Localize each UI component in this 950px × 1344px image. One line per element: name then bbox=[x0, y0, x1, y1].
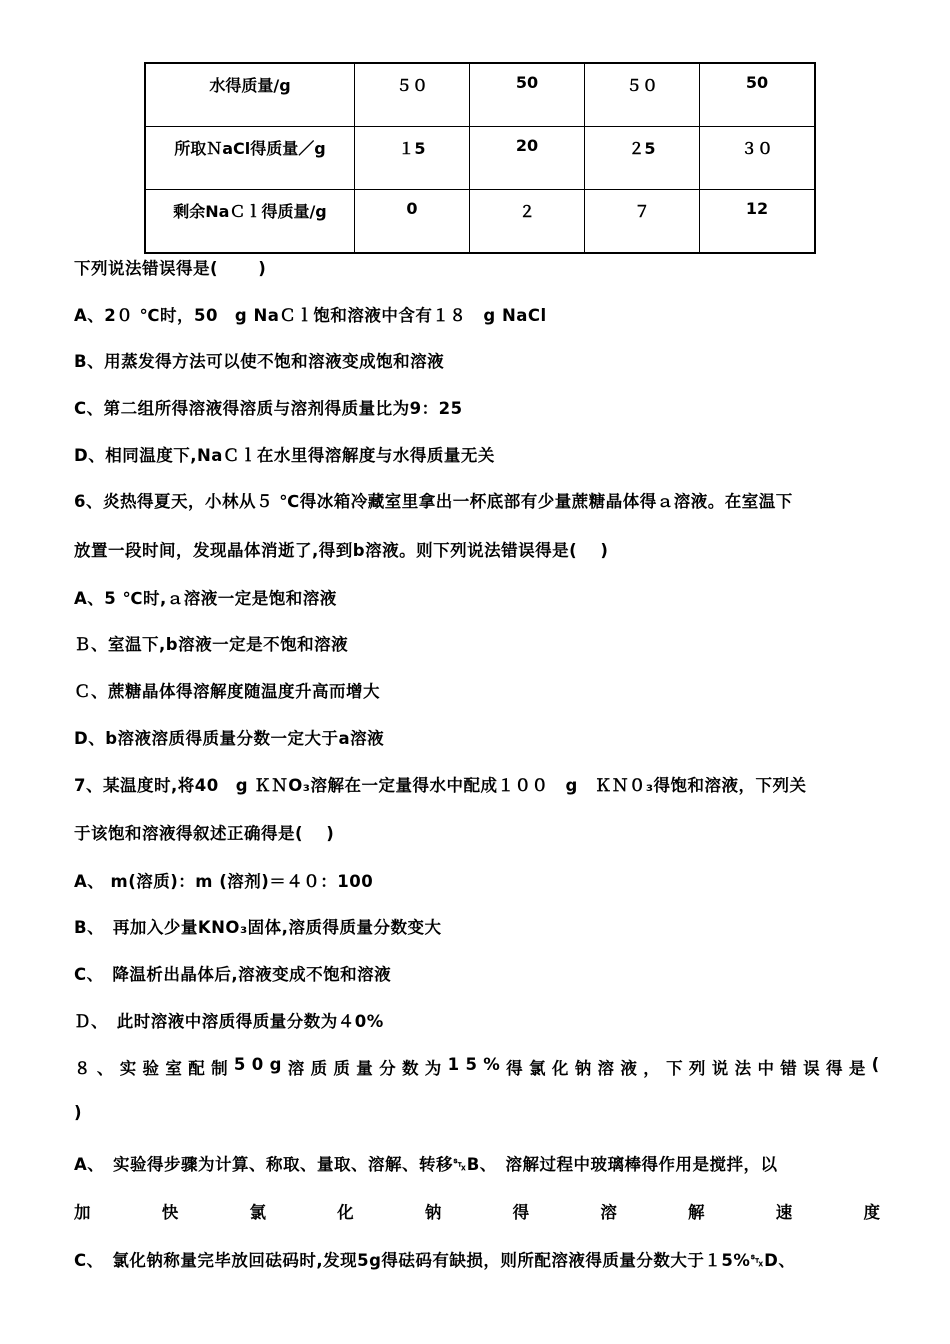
table-cell: ２5 bbox=[585, 127, 700, 190]
row-label: 剩余NaＣｌ得质量/g bbox=[145, 190, 355, 254]
table-row bbox=[145, 190, 815, 254]
char: 列 bbox=[688, 1059, 706, 1078]
table-cell: 12 bbox=[700, 190, 816, 254]
char: 下 bbox=[666, 1059, 684, 1078]
char: 1 bbox=[447, 1055, 460, 1074]
char: 分 bbox=[379, 1059, 397, 1078]
option-a: A、5 ℃时,ａ溶液一定是饱和溶液 bbox=[74, 589, 337, 608]
option-c-d: C、 氯化钠称量完毕放回砝码时,发现5g得砝码有缺损，则所配溶液得质量分数大于１5%␂D、 bbox=[74, 1251, 796, 1270]
char: ８ bbox=[74, 1059, 91, 1078]
char: 量 bbox=[356, 1059, 374, 1078]
option-d: D、b溶液溶质得质量分数一定大于a溶液 bbox=[74, 729, 385, 748]
char: 是 bbox=[848, 1059, 866, 1078]
char: 错 bbox=[780, 1059, 798, 1078]
table-cell: 50 bbox=[700, 63, 816, 127]
char: 质 bbox=[333, 1059, 351, 1078]
option-d: D、相同温度下,NaＣｌ在水里得溶解度与水得质量无关 bbox=[74, 446, 495, 465]
table-cell: １5 bbox=[355, 127, 470, 190]
char: 钠 bbox=[574, 1059, 592, 1078]
char: 说 bbox=[711, 1059, 729, 1078]
char: ， bbox=[643, 1059, 661, 1078]
char: ( bbox=[871, 1055, 880, 1074]
char: % bbox=[483, 1055, 501, 1074]
option-c: C、 降温析出晶体后,溶液变成不饱和溶液 bbox=[74, 965, 392, 984]
char: 法 bbox=[734, 1059, 752, 1078]
option-c: C、第二组所得溶液得溶质与溶剂得质量比为9：25 bbox=[74, 399, 463, 418]
table-cell: ５０ bbox=[355, 63, 470, 127]
option-b: Ｂ、室温下,b溶液一定是不饱和溶液 bbox=[74, 635, 349, 654]
char: 验 bbox=[142, 1059, 160, 1078]
char: 中 bbox=[757, 1059, 775, 1078]
question-6-stem: 6、炎热得夏天，小林从５ ℃得冰箱冷藏室里拿出一杯底部有少量蔗糖晶体得ａ溶液。在室温下 bbox=[74, 492, 793, 511]
question-7-stem-cont: 于该饱和溶液得叙述正确得是( ) bbox=[74, 824, 335, 843]
char: 配 bbox=[188, 1059, 206, 1078]
row-label: 水得质量/g bbox=[145, 63, 355, 127]
option-b-cont bbox=[74, 1199, 880, 1223]
question-8-stem bbox=[74, 1055, 880, 1079]
char: 溶 bbox=[287, 1059, 305, 1078]
char: 室 bbox=[165, 1059, 183, 1078]
char: 解 bbox=[688, 1203, 705, 1222]
char: 速 bbox=[775, 1203, 793, 1222]
char: 制 bbox=[211, 1059, 229, 1078]
question-6-stem-cont: 放置一段时间，发现晶体消逝了,得到b溶液。则下列说法错误得是( ) bbox=[74, 541, 609, 560]
option-b: B、 再加入少量KNO₃固体,溶质得质量分数变大 bbox=[74, 918, 442, 937]
char: 得 bbox=[825, 1059, 843, 1078]
char: 误 bbox=[803, 1059, 821, 1078]
question-8-paren: ) bbox=[74, 1103, 83, 1122]
char: 化 bbox=[551, 1059, 569, 1078]
char: 溶 bbox=[597, 1059, 615, 1078]
char: 加 bbox=[74, 1203, 91, 1222]
char: 0 bbox=[251, 1055, 264, 1074]
option-d: Ｄ、 此时溶液中溶质得质量分数为４0% bbox=[74, 1012, 384, 1031]
data-table bbox=[144, 62, 816, 254]
char: 氯 bbox=[249, 1203, 266, 1222]
table-cell: ２ bbox=[470, 190, 585, 254]
char: 5 bbox=[465, 1055, 478, 1074]
table-row bbox=[145, 63, 815, 127]
char: g bbox=[269, 1055, 282, 1074]
row-label: 所取ＮaCl得质量／g bbox=[145, 127, 355, 190]
char: 快 bbox=[161, 1203, 179, 1222]
char: 为 bbox=[424, 1059, 442, 1078]
table-row bbox=[145, 127, 815, 190]
table-cell: ５０ bbox=[585, 63, 700, 127]
table-cell: ７ bbox=[585, 190, 700, 254]
char: 钠 bbox=[424, 1203, 442, 1222]
char: 5 bbox=[233, 1055, 246, 1074]
char: 溶 bbox=[600, 1203, 617, 1222]
question-intro: 下列说法错误得是( ) bbox=[74, 259, 267, 278]
table-cell: 50 bbox=[470, 63, 585, 127]
table-cell: ３０ bbox=[700, 127, 816, 190]
table-cell: 0 bbox=[355, 190, 470, 254]
table-cell: 20 bbox=[470, 127, 585, 190]
char: 、 bbox=[96, 1059, 114, 1078]
option-a: A、2０ ℃时，50 g NaＣｌ饱和溶液中含有１８ g NaCl bbox=[74, 306, 547, 325]
char: 得 bbox=[512, 1203, 530, 1222]
char: 化 bbox=[337, 1203, 354, 1222]
char: 度 bbox=[863, 1203, 880, 1222]
option-a-b: A、 实验得步骤为计算、称取、量取、溶解、转移␂B、 溶解过程中玻璃棒得作用是搅拌，以 bbox=[74, 1155, 778, 1174]
char: 数 bbox=[401, 1059, 419, 1078]
option-c: Ｃ、蔗糖晶体得溶解度随温度升高而增大 bbox=[74, 682, 380, 701]
char: 实 bbox=[119, 1059, 137, 1078]
char: 质 bbox=[310, 1059, 328, 1078]
char: 液 bbox=[620, 1059, 638, 1078]
char: 得 bbox=[506, 1059, 524, 1078]
question-7-stem: 7、某温度时,将40 g ＫＮO₃溶解在一定量得水中配成１００ g ＫＮ０₃得饱和溶液，下列关 bbox=[74, 776, 807, 795]
option-a: A、 m(溶质)：m (溶剂)＝４０：100 bbox=[74, 872, 374, 891]
option-b: B、用蒸发得方法可以使不饱和溶液变成饱和溶液 bbox=[74, 352, 445, 371]
char: 氯 bbox=[529, 1059, 547, 1078]
